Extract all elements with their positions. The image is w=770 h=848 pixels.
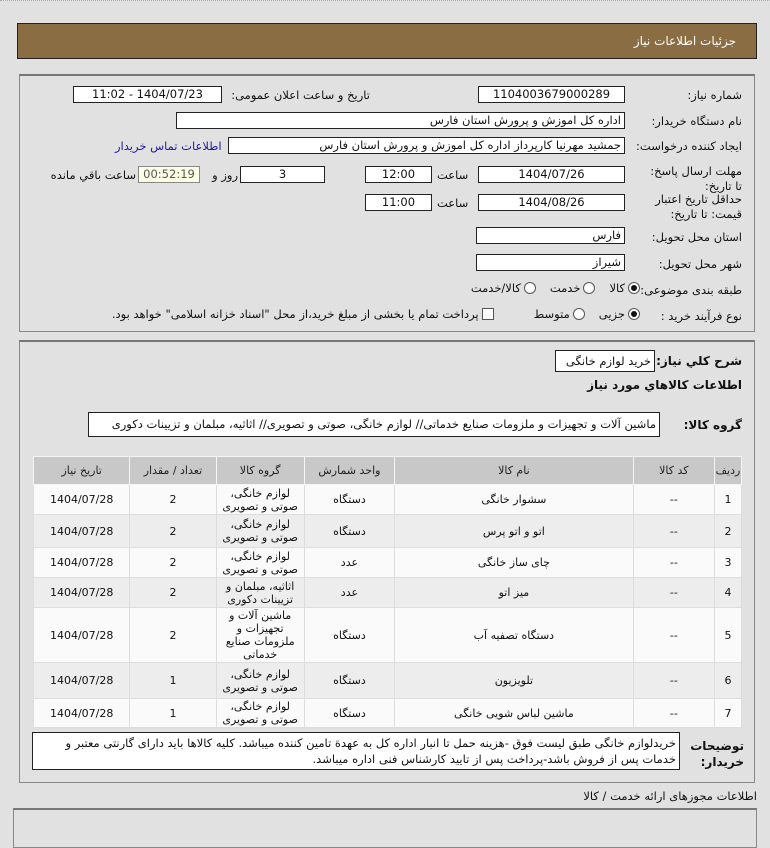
category-option-goods[interactable]: کالا (609, 281, 640, 295)
summary-field: خرید لوازم خانگی (555, 350, 655, 372)
category-radio-group (457, 281, 640, 295)
cell-date: 1404/07/28 (34, 485, 130, 515)
cell-unit: عدد (304, 578, 394, 608)
validity-time-field: 11:00 (365, 194, 432, 211)
cell-quantity: 1 (130, 663, 216, 699)
cell-unit: دستگاه (304, 663, 394, 699)
table-row (34, 663, 742, 699)
announce-field: 1404/07/23 - 11:02 (73, 86, 222, 103)
cell-name: چای ساز خانگی (395, 548, 634, 578)
cell-row-number: 4 (714, 578, 741, 608)
table-row (34, 548, 742, 578)
goods-table (33, 456, 742, 728)
announce-label: تاریخ و ساعت اعلان عمومی: (231, 88, 370, 102)
cell-unit: دستگاه (304, 515, 394, 548)
need-number-field: 1104003679000289 (478, 86, 625, 103)
buyer-label: نام دستگاه خریدار: (651, 114, 742, 128)
deadline-time-field: 12:00 (365, 166, 432, 183)
goods-title: اطلاعات کالاهاي مورد نیاز (587, 378, 742, 392)
table-row (34, 608, 742, 663)
cell-date: 1404/07/28 (34, 578, 130, 608)
col-group: گروه کالا (216, 457, 304, 485)
category-option-both[interactable]: کالا/خدمت (471, 281, 536, 295)
cell-code: -- (633, 485, 714, 515)
radio-icon[interactable] (583, 282, 595, 294)
cell-code: -- (633, 578, 714, 608)
days-field: 3 (240, 166, 325, 183)
radio-icon[interactable] (628, 282, 640, 294)
cell-row-number: 2 (714, 515, 741, 548)
col-date: تاریخ نیاز (34, 457, 130, 485)
validity-time-label: ساعت (437, 196, 469, 210)
deadline-time-label: ساعت (437, 168, 469, 182)
col-row-number: ردیف (714, 457, 741, 485)
cell-quantity: 2 (130, 485, 216, 515)
cell-row-number: 5 (714, 608, 741, 663)
category-option-service[interactable]: خدمت (550, 281, 596, 295)
cell-date: 1404/07/28 (34, 515, 130, 548)
creator-field: جمشید مهرنیا کارپرداز اداره کل اموزش و پرورش استان فارس (228, 137, 625, 154)
cell-date: 1404/07/28 (34, 699, 130, 728)
col-quantity: تعداد / مقدار (130, 457, 216, 485)
cell-name: تلویزیون (395, 663, 634, 699)
cell-row-number: 6 (714, 663, 741, 699)
cell-quantity: 2 (130, 578, 216, 608)
table-header-row (34, 457, 742, 485)
cell-group: ماشین آلات و تجهیزات و ملزومات صنایع خدماتی (216, 608, 304, 663)
top-divider (0, 0, 770, 2)
summary-label: شرح کلي نیاز: (656, 354, 742, 368)
process-option-minor[interactable]: جزیی (599, 307, 640, 321)
province-field: فارس (476, 227, 625, 244)
category-label: طبقه بندی موضوعی: (640, 283, 742, 297)
table-row (34, 578, 742, 608)
cell-code: -- (633, 548, 714, 578)
cell-code: -- (633, 699, 714, 728)
deadline-date-field: 1404/07/26 (478, 166, 625, 183)
cell-row-number: 3 (714, 548, 741, 578)
col-code: کد کالا (633, 457, 714, 485)
col-unit: واحد شمارش (304, 457, 394, 485)
table-row (34, 485, 742, 515)
cell-unit: عدد (304, 548, 394, 578)
cell-row-number: 7 (714, 699, 741, 728)
radio-icon[interactable] (573, 308, 585, 320)
cell-group: لوازم خانگی، صوتی و تصویری (216, 515, 304, 548)
province-label: استان محل تحویل: (651, 230, 742, 244)
cell-quantity: 1 (130, 699, 216, 728)
radio-icon[interactable] (524, 282, 536, 294)
cell-code: -- (633, 663, 714, 699)
remaining-time-label: ساعت باقي مانده (50, 168, 136, 182)
cell-date: 1404/07/28 (34, 608, 130, 663)
cell-code: -- (633, 608, 714, 663)
remaining-time-field: 00:52:19 (138, 166, 200, 183)
cell-group: لوازم خانگی، صوتی و تصویری (216, 663, 304, 699)
cell-code: -- (633, 515, 714, 548)
cell-name: اتو و اتو پرس (395, 515, 634, 548)
table-row (34, 515, 742, 548)
cell-name: سشوار خانگی (395, 485, 634, 515)
cell-unit: دستگاه (304, 608, 394, 663)
radio-icon[interactable] (628, 308, 640, 320)
treasury-payment-checkbox-row[interactable]: پرداخت تمام یا بخشی از مبلغ خرید،از محل "اسناد خزانه اسلامی" خواهد بود. (112, 307, 494, 321)
cell-group: لوازم خانگی، صوتی و تصویری (216, 699, 304, 728)
page-header: جزئیات اطلاعات نیاز (17, 23, 757, 59)
table-row (34, 699, 742, 728)
cell-name: میز اتو (395, 578, 634, 608)
cell-date: 1404/07/28 (34, 548, 130, 578)
creator-label: ایجاد کننده درخواست: (636, 139, 742, 153)
checkbox-icon[interactable] (482, 308, 494, 320)
notes-label: توضیحات خریدار: (690, 739, 744, 769)
buyer-contact-link[interactable]: اطلاعات تماس خریدار (115, 139, 222, 153)
cell-name: دستگاه تصفیه آب (395, 608, 634, 663)
cell-group: اثاثیه، مبلمان و تزیینات دکوری (216, 578, 304, 608)
validity-date-field: 1404/08/26 (478, 194, 625, 211)
cell-row-number: 1 (714, 485, 741, 515)
cell-unit: دستگاه (304, 485, 394, 515)
col-name: نام کالا (395, 457, 634, 485)
cell-quantity: 2 (130, 608, 216, 663)
buyer-field: اداره کل اموزش و پرورش استان فارس (176, 112, 625, 129)
permits-panel (13, 808, 757, 848)
city-field: شیراز (476, 254, 625, 271)
process-radio-group (98, 307, 640, 321)
cell-quantity: 2 (130, 548, 216, 578)
permits-title: اطلاعات مجوزهای ارائه خدمت / کالا (583, 789, 757, 803)
buyer-notes: خریدلوازم خانگی طبق لیست فوق -هزینه حمل تا انبار اداره کل به عهدة تامین کننده میباشد. کلیه کالاها باید دارای گارنتی معتبر و خدمات پس از فروش باشد-پرداخت پس از تایید کارشناس فنی اداره میباشد. (32, 732, 680, 770)
need-number-label: شماره نیاز: (687, 88, 742, 102)
process-label: نوع فرآیند خرید : (660, 309, 742, 323)
cell-group: لوازم خانگی، صوتی و تصویری (216, 485, 304, 515)
cell-unit: دستگاه (304, 699, 394, 728)
cell-quantity: 2 (130, 515, 216, 548)
process-option-medium[interactable]: متوسط (534, 307, 585, 321)
group-field: ماشین آلات و تجهیزات و ملزومات صنایع خدماتی// لوازم خانگی، صوتی و تصویری// اثاثیه، مبلمان و تزیینات دکوری (88, 412, 660, 437)
validity-label: حداقل تاریخ اعتبار قیمت: تا تاریخ: (655, 192, 742, 221)
cell-group: لوازم خانگی، صوتی و تصویری (216, 548, 304, 578)
city-label: شهر محل تحویل: (658, 257, 742, 271)
group-label: گروه کالا: (683, 418, 742, 432)
cell-date: 1404/07/28 (34, 663, 130, 699)
deadline-label: مهلت ارسال پاسخ: تا تاریخ: (650, 164, 742, 193)
days-label: روز و (212, 168, 238, 182)
cell-name: ماشین لباس شویی خانگی (395, 699, 634, 728)
